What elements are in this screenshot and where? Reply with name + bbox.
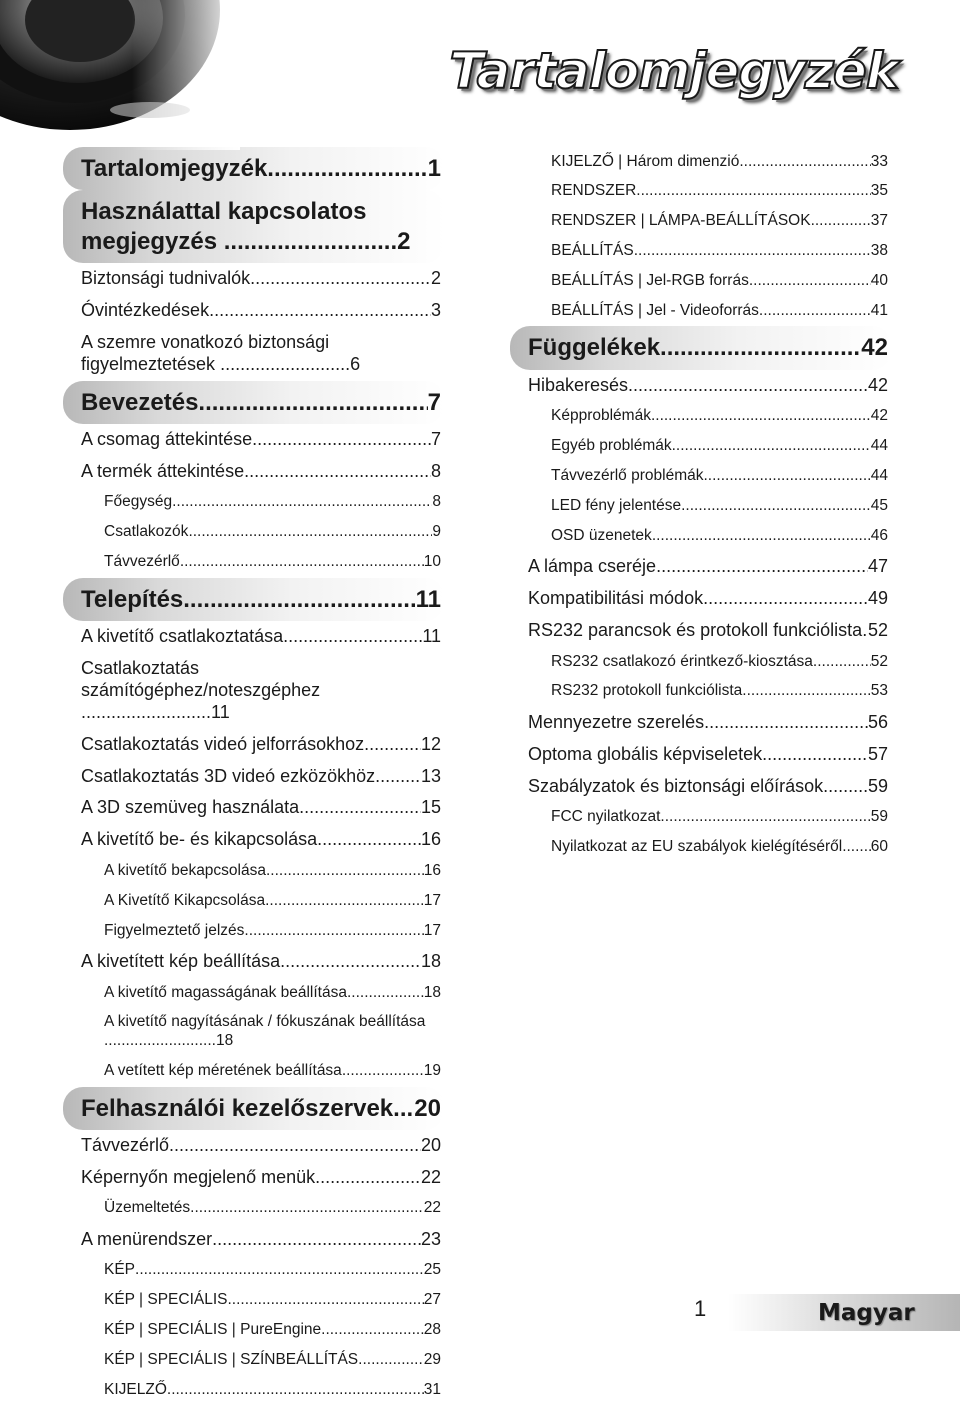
toc-entry[interactable] xyxy=(528,583,888,615)
toc-entry-label: Képernyőn megjelenő menük xyxy=(81,1166,316,1187)
toc-right-column xyxy=(528,147,888,863)
toc-entry-label: A kivetítő nagyításának / fókuszának beállítása xyxy=(104,1013,426,1031)
toc-entry-page: 8 xyxy=(432,493,441,511)
toc-entry-label: A kivetítő magasságának beállítása xyxy=(104,983,347,1001)
dot-leader xyxy=(842,838,871,857)
toc-entry-page: 12 xyxy=(420,733,441,754)
dot-leader xyxy=(280,951,421,973)
dot-leader xyxy=(252,429,431,451)
toc-entry-label: Telepítés xyxy=(81,585,184,613)
toc-entry-label: RS232 csatlakozó érintkező-kiosztása xyxy=(551,652,813,670)
toc-entry-label: Képproblémák xyxy=(551,407,651,425)
toc-entry-label: RS232 protokoll funkciólista xyxy=(551,682,743,700)
toc-entry-label: RS232 parancsok és protokoll funkciólista xyxy=(528,620,863,641)
toc-entry-label: KIJELZŐ xyxy=(104,1380,167,1398)
toc-entry-label: Csatlakoztatás számítógéphez/noteszgéphez xyxy=(81,657,321,700)
toc-entry-page: 9 xyxy=(432,523,441,541)
toc-entry-label: Nyilatkozat az EU szabályok kielégítéséről xyxy=(551,838,843,856)
dot-leader xyxy=(167,1381,424,1400)
toc-entry-page: 22 xyxy=(423,1199,441,1217)
toc-entry-page: 11 xyxy=(415,585,441,613)
toc-entry[interactable] xyxy=(81,295,441,327)
toc-entry-label: Mennyezetre szerelés xyxy=(528,711,705,732)
toc-entry[interactable] xyxy=(81,1008,441,1057)
dot-leader xyxy=(250,268,431,290)
toc-entry-label: Egyéb problémák xyxy=(551,437,672,455)
dot-leader: .......................... xyxy=(215,353,351,374)
toc-entry[interactable] xyxy=(81,916,441,946)
toc-entry[interactable] xyxy=(81,1345,441,1375)
dot-leader: .......................... xyxy=(81,701,212,722)
toc-entry[interactable] xyxy=(81,1130,441,1162)
toc-entry-label: BEÁLLÍTÁS | Jel-RGB forrás xyxy=(551,272,749,290)
toc-entry-label: LED fény jelentése xyxy=(551,496,682,514)
dot-leader xyxy=(317,829,421,851)
toc-entry-page: 38 xyxy=(870,242,888,260)
toc-entry-page: 7 xyxy=(430,428,441,449)
toc-entry-label: Üzemeltetés xyxy=(104,1199,191,1217)
toc-entry[interactable] xyxy=(81,327,441,381)
toc-entry-label: Szabályzatok és biztonsági előírások xyxy=(528,775,824,796)
toc-entry-page: 17 xyxy=(423,921,441,939)
dot-leader xyxy=(188,523,432,542)
toc-entry-page: 33 xyxy=(870,152,888,170)
toc-entry-page: 20 xyxy=(414,1094,441,1122)
toc-entry[interactable] xyxy=(528,615,888,647)
toc-entry-page: 44 xyxy=(870,466,888,484)
dot-leader xyxy=(660,333,861,362)
dot-leader xyxy=(749,272,871,291)
toc-entry-label: A kivetítő csatlakoztatása xyxy=(81,625,284,646)
dot-leader xyxy=(183,585,415,614)
toc-entry-page: 3 xyxy=(430,299,441,320)
toc-entry-label: A kivetítő be- és kikapcsolása xyxy=(81,829,318,850)
toc-entry-label: Használattal kapcsolatos megjegyzés xyxy=(81,198,367,255)
toc-entry-page: 56 xyxy=(867,711,888,732)
toc-entry[interactable] xyxy=(81,518,441,548)
toc-entry[interactable] xyxy=(528,177,888,207)
dot-leader xyxy=(267,154,427,183)
toc-entry-page: 18 xyxy=(423,983,441,1001)
dot-leader xyxy=(299,797,421,819)
toc-entry[interactable] xyxy=(528,461,888,491)
toc-entry-label: Távvezérlő problémák xyxy=(551,466,704,484)
toc-entry-label: Távvezérlő xyxy=(81,1134,170,1155)
toc-entry-page: 1 xyxy=(427,155,441,182)
toc-entry[interactable] xyxy=(528,677,888,707)
dot-leader xyxy=(135,1261,424,1280)
toc-left-column xyxy=(81,147,441,1405)
toc-entry[interactable] xyxy=(81,381,441,424)
toc-entry[interactable] xyxy=(81,621,441,653)
dot-leader xyxy=(813,653,871,672)
dot-leader xyxy=(347,984,424,1003)
dot-leader xyxy=(375,766,421,788)
toc-entry-label: Függelékek xyxy=(528,334,661,362)
toc-entry-label: A termék áttekintése xyxy=(81,460,245,481)
toc-entry-page: 15 xyxy=(420,797,441,818)
dot-leader xyxy=(704,712,868,734)
toc-entry[interactable] xyxy=(81,456,441,488)
dot-leader xyxy=(212,1229,421,1251)
toc-entry-label: A vetített kép méretének beállítása xyxy=(104,1062,342,1080)
toc-entry-page: 11 xyxy=(422,625,441,646)
toc-entry-page: 16 xyxy=(420,829,441,850)
toc-entry-page: 19 xyxy=(423,1062,441,1080)
toc-entry[interactable] xyxy=(81,761,441,793)
toc-entry-page: 25 xyxy=(423,1261,441,1279)
toc-entry-label: Figyelmeztető jelzés xyxy=(104,921,245,939)
toc-entry-label: A Kivetítő Kikapcsolása xyxy=(104,891,266,909)
dot-leader xyxy=(172,493,432,512)
dot-leader xyxy=(628,375,868,397)
toc-entry-page: 27 xyxy=(423,1291,441,1309)
toc-entry-label: A kivetítő bekapcsolása xyxy=(104,861,266,879)
toc-entry-label: KÉP | SPECIÁLIS | SZÍNBEÁLLÍTÁS xyxy=(104,1350,359,1368)
toc-entry[interactable] xyxy=(528,402,888,432)
toc-entry-page: 40 xyxy=(870,272,888,290)
page-number: 1 xyxy=(694,1296,707,1321)
toc-entry[interactable] xyxy=(81,1057,441,1087)
dot-leader xyxy=(198,388,427,417)
dot-leader xyxy=(703,467,870,486)
toc-entry-page: 44 xyxy=(870,437,888,455)
dot-leader xyxy=(742,682,870,701)
toc-entry-label: Csatlakoztatás videó jelforrásokhoz xyxy=(81,733,365,754)
toc-entry-page: 57 xyxy=(867,743,888,764)
toc-entry-page: 11 xyxy=(211,701,230,722)
toc-entry-label: KÉP xyxy=(104,1261,136,1279)
dot-leader xyxy=(190,1199,424,1218)
toc-entry-label: Bevezetés xyxy=(81,388,199,416)
toc-entry-page: 28 xyxy=(423,1321,441,1339)
dot-leader xyxy=(681,497,871,516)
toc-entry[interactable] xyxy=(528,739,888,771)
dot-leader xyxy=(315,1167,421,1189)
toc-entry[interactable] xyxy=(81,1194,441,1224)
toc-entry[interactable] xyxy=(81,1087,441,1130)
toc-entry-page: 52 xyxy=(870,652,888,670)
toc-entry[interactable] xyxy=(81,729,441,761)
toc-entry-page: 17 xyxy=(423,891,441,909)
toc-entry[interactable] xyxy=(81,263,441,295)
toc-entry-label: A szemre vonatkozó biztonsági figyelmeztetések xyxy=(81,331,330,374)
dot-leader xyxy=(180,553,424,572)
toc-entry[interactable] xyxy=(81,578,441,621)
dot-leader xyxy=(266,862,424,881)
toc-entry[interactable] xyxy=(528,267,888,297)
toc-entry-page: 22 xyxy=(420,1166,441,1187)
toc-entry-label: OSD üzenetek xyxy=(551,526,652,544)
toc-entry[interactable] xyxy=(528,491,888,521)
dot-leader xyxy=(358,1351,424,1370)
toc-entry[interactable] xyxy=(81,886,441,916)
dot-leader xyxy=(634,242,871,261)
toc-entry[interactable] xyxy=(528,147,888,177)
dot-leader xyxy=(265,892,424,911)
toc-entry[interactable] xyxy=(81,1256,441,1286)
toc-entry[interactable] xyxy=(81,1162,441,1194)
toc-entry-page: 31 xyxy=(423,1380,441,1398)
dot-leader xyxy=(342,1062,424,1081)
toc-entry[interactable] xyxy=(81,856,441,886)
dot-leader xyxy=(393,1094,414,1123)
toc-entry[interactable] xyxy=(528,326,888,369)
toc-entry-page: 53 xyxy=(870,682,888,700)
toc-entry[interactable] xyxy=(528,432,888,462)
dot-leader xyxy=(703,588,868,610)
toc-entry-page: 18 xyxy=(420,951,441,972)
toc-entry[interactable] xyxy=(81,824,441,856)
dot-leader xyxy=(364,734,421,756)
page-title: Tartalomjegyzék xyxy=(449,42,898,100)
toc-entry-label: Főegység xyxy=(104,493,173,511)
toc-entry[interactable] xyxy=(81,190,441,263)
toc-entry-page: 59 xyxy=(870,808,888,826)
toc-entry-label: Hibakeresés xyxy=(528,374,629,395)
toc-entry[interactable] xyxy=(81,424,441,456)
dot-leader xyxy=(651,407,871,426)
toc-entry-label: KÉP | SPECIÁLIS | PureEngine xyxy=(104,1321,322,1339)
toc-entry-page: 23 xyxy=(420,1228,441,1249)
toc-entry[interactable] xyxy=(528,833,888,863)
toc-entry-page: 60 xyxy=(870,838,888,856)
dot-leader xyxy=(672,437,871,456)
toc-entry-label: A kivetített kép beállítása xyxy=(81,951,281,972)
toc-entry-label: Tartalomjegyzék xyxy=(81,155,268,182)
toc-entry[interactable] xyxy=(81,978,441,1008)
toc-entry-label: Óvintézkedések xyxy=(81,299,210,320)
toc-entry-label: RENDSZER xyxy=(551,182,637,200)
toc-entry[interactable] xyxy=(528,707,888,739)
dot-leader: .......................... xyxy=(217,227,398,255)
toc-entry[interactable] xyxy=(81,1375,441,1405)
toc-entry[interactable] xyxy=(528,551,888,583)
toc-entry-label: Kompatibilitási módok xyxy=(528,588,704,609)
toc-entry-label: KÉP | SPECIÁLIS xyxy=(104,1291,228,1309)
toc-entry[interactable] xyxy=(528,237,888,267)
toc-entry[interactable] xyxy=(528,370,888,402)
toc-entry[interactable] xyxy=(528,803,888,833)
toc-entry-page: 41 xyxy=(870,302,888,320)
toc-entry-label: BEÁLLÍTÁS | Jel - Videoforrás xyxy=(551,302,759,320)
dot-leader xyxy=(244,922,423,941)
toc-entry-label: A lámpa cseréje xyxy=(528,556,657,577)
toc-entry-page: 2 xyxy=(397,227,411,255)
toc-entry-page: 37 xyxy=(870,212,888,230)
toc-entry-label: Felhasználói kezelőszervek xyxy=(81,1094,394,1122)
toc-entry-page: 42 xyxy=(867,374,888,395)
toc-entry-label: FCC nyilatkozat xyxy=(551,808,661,826)
toc-entry-label: A menürendszer xyxy=(81,1228,213,1249)
toc-entry-label: Csatlakozók xyxy=(104,523,189,541)
dot-leader xyxy=(660,808,870,827)
toc-entry[interactable] xyxy=(81,1224,441,1256)
dot-leader xyxy=(759,302,871,321)
dot-leader xyxy=(823,776,868,798)
toc-entry-page: 18 xyxy=(215,1032,234,1050)
dot-leader xyxy=(169,1135,421,1157)
toc-entry-label: A 3D szemüveg használata xyxy=(81,797,300,818)
toc-entry[interactable] xyxy=(81,1286,441,1316)
toc-entry[interactable] xyxy=(81,792,441,824)
toc-entry-page: 13 xyxy=(420,765,441,786)
dot-leader xyxy=(228,1291,424,1310)
toc-entry-page: 35 xyxy=(870,182,888,200)
toc-entry[interactable] xyxy=(528,521,888,551)
dot-leader xyxy=(656,556,868,578)
toc-entry-page: 10 xyxy=(423,553,441,571)
toc-entry[interactable] xyxy=(81,548,441,578)
toc-entry-page: 59 xyxy=(867,775,888,796)
toc-entry[interactable] xyxy=(81,653,441,729)
toc-entry-label: Biztonsági tudnivalók xyxy=(81,267,251,288)
dot-leader xyxy=(811,212,871,231)
toc-entry[interactable] xyxy=(81,488,441,518)
dot-leader xyxy=(762,744,868,766)
toc-entry-label: Optoma globális képviseletek xyxy=(528,743,763,764)
toc-entry-label: RENDSZER | LÁMPA-BEÁLLÍTÁSOK xyxy=(551,212,811,230)
toc-entry[interactable] xyxy=(81,147,441,190)
language-label: Magyar xyxy=(818,1300,915,1326)
toc-entry-page: 20 xyxy=(420,1134,441,1155)
toc-entry-page: 42 xyxy=(870,407,888,425)
lens-graphic xyxy=(0,0,240,150)
toc-entry-page: 45 xyxy=(870,496,888,514)
toc-entry-page: 47 xyxy=(867,556,888,577)
toc-entry-page: 52 xyxy=(867,620,888,641)
toc-entry-page: 42 xyxy=(861,334,888,362)
toc-entry-page: 8 xyxy=(430,460,441,481)
toc-entry-label: A csomag áttekintése xyxy=(81,428,253,449)
toc-entry[interactable] xyxy=(528,297,888,327)
toc-entry[interactable] xyxy=(528,647,888,677)
toc-entry-page: 29 xyxy=(423,1350,441,1368)
toc-entry-label: KIJELZŐ | Három dimenzió xyxy=(551,152,740,170)
toc-entry-page: 7 xyxy=(427,388,441,416)
dot-leader xyxy=(739,153,870,172)
toc-entry[interactable] xyxy=(528,771,888,803)
dot-leader xyxy=(636,182,870,201)
toc-entry-page: 6 xyxy=(350,353,361,374)
toc-entry[interactable] xyxy=(81,946,441,978)
toc-entry[interactable] xyxy=(81,1316,441,1346)
dot-leader xyxy=(283,626,422,648)
dot-leader xyxy=(321,1321,424,1340)
toc-entry-label: Távvezérlő xyxy=(104,553,180,571)
dot-leader xyxy=(209,300,431,322)
toc-entry[interactable] xyxy=(528,207,888,237)
toc-entry-page: 2 xyxy=(430,267,441,288)
toc-entry-page: 16 xyxy=(423,861,441,879)
dot-leader xyxy=(244,461,431,483)
toc-entry-page: 46 xyxy=(870,526,888,544)
dot-leader xyxy=(652,527,871,546)
toc-entry-page: 49 xyxy=(867,588,888,609)
toc-entry-label: Csatlakoztatás 3D videó ezközökhöz xyxy=(81,765,376,786)
dot-leader: .......................... xyxy=(104,1032,216,1050)
toc-entry-label: BEÁLLÍTÁS xyxy=(551,242,634,260)
